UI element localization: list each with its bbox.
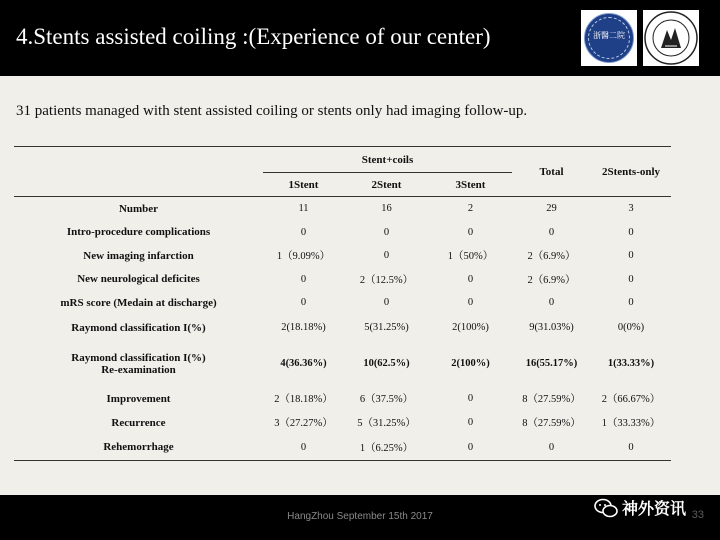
cell: 2(100%) <box>452 322 489 333</box>
university-logo <box>643 10 699 66</box>
cell: 2（12.5%） <box>359 274 414 286</box>
table-row <box>14 315 671 341</box>
cell: 1（6.25%） <box>359 442 414 454</box>
hospital-logo <box>581 10 637 66</box>
slide-subtitle: 31 patients managed with stent assisted coiling or stents only had imaging follow-up. <box>16 103 528 119</box>
sub-header: 1Stent <box>288 178 319 191</box>
title-bar <box>0 0 720 76</box>
cell: 0 <box>548 226 555 238</box>
results-table-container <box>14 146 671 461</box>
cell: 0(0%) <box>617 322 645 333</box>
footer-text: HangZhou September 15th 2017 <box>287 511 433 522</box>
row-label-line1: Raymond classification I(%) <box>71 351 206 364</box>
wechat-icon <box>594 498 618 522</box>
cell: 0 <box>628 273 634 285</box>
cell: 3（27.27%） <box>274 418 333 429</box>
cell: 0 <box>300 441 307 453</box>
row-label-line2: Re-examination <box>101 363 176 376</box>
cell: 2（6.9%） <box>527 251 576 262</box>
table-row <box>14 411 671 435</box>
cell: 1（9.09%） <box>276 251 331 262</box>
cell: 5(31.25%) <box>364 322 409 333</box>
table-row <box>14 387 671 411</box>
slide-title: 4.Stents assisted coiling :(Experience of our center) <box>16 24 491 49</box>
row-label: New neurological deficites <box>77 273 200 285</box>
cell: 0 <box>467 297 474 308</box>
cell: 0 <box>628 441 634 453</box>
cell: 8（27.59%） <box>522 394 581 405</box>
results-table <box>14 146 671 461</box>
table-row <box>14 244 671 268</box>
watermark <box>594 496 686 522</box>
cell: 0 <box>467 273 474 285</box>
row-label: Improvement <box>106 392 171 405</box>
total-header: Total <box>512 147 591 197</box>
cell: 0 <box>628 250 634 261</box>
cell: 0 <box>548 297 555 308</box>
cell: 1(33.33%) <box>607 358 655 369</box>
table-row <box>14 435 671 461</box>
table-row <box>14 291 671 315</box>
cell: 0 <box>628 226 634 238</box>
cell: 2 <box>467 203 474 215</box>
hospital-logo-text: 浙醫二院 <box>593 31 625 40</box>
cell: 16(55.17%) <box>525 358 578 369</box>
cell: 0 <box>628 297 634 308</box>
cell: 0 <box>300 273 307 285</box>
row-label: Number <box>118 202 159 215</box>
table-row <box>14 221 671 244</box>
cell: 1（33.33%） <box>601 418 661 429</box>
cell: 2(18.18%) <box>281 322 326 333</box>
sub-header: 3Stent <box>455 178 486 191</box>
cell: 2(100%) <box>451 358 490 369</box>
row-label: Raymond classification I(%) <box>71 321 206 334</box>
sub-header: 2Stent <box>371 178 402 191</box>
cell: 1（50%） <box>447 251 494 262</box>
cell: 4(36.36%) <box>280 358 327 369</box>
cell: 0 <box>467 393 474 404</box>
cell: 16 <box>381 203 392 215</box>
cell: 3 <box>628 203 634 215</box>
row-label: mRS score (Medain at discharge) <box>60 296 217 309</box>
watermark-text: 神外资讯 <box>622 499 687 518</box>
row-label: Recurrence <box>111 416 166 429</box>
cell: 6（37.5%） <box>359 394 414 405</box>
cell: 0 <box>467 226 474 238</box>
row-label <box>14 341 263 387</box>
page-number: 33 <box>691 509 704 521</box>
cell: 0 <box>300 226 307 238</box>
table-row <box>14 268 671 291</box>
cell: 0 <box>383 226 390 238</box>
cell: 29 <box>546 203 557 215</box>
cell: 5（31.25%） <box>357 418 416 429</box>
cell: 2（6.9%） <box>527 274 576 286</box>
stents-only-header: 2Stents-only <box>591 147 671 197</box>
cell: 2（18.18%） <box>274 394 333 405</box>
table-row <box>14 341 671 387</box>
cell: 0 <box>300 297 307 308</box>
cell: 0 <box>548 441 555 453</box>
table-row <box>14 197 671 221</box>
cell: 0 <box>467 441 474 453</box>
cell: 8（27.59%） <box>522 418 581 429</box>
cell: 10(62.5%) <box>363 358 410 369</box>
row-label: New imaging infarction <box>83 249 194 262</box>
cell: 11 <box>298 203 309 215</box>
cell: 0 <box>467 417 474 428</box>
row-label: Rehemorrhage <box>103 441 174 454</box>
cell: 2（66.67%） <box>601 394 661 405</box>
group-header: Stent+coils <box>263 147 512 173</box>
cell: 9(31.03%) <box>529 322 574 333</box>
cell: 0 <box>383 250 390 261</box>
row-label: Intro-procedure complications <box>66 226 211 238</box>
cell: 0 <box>383 297 390 308</box>
